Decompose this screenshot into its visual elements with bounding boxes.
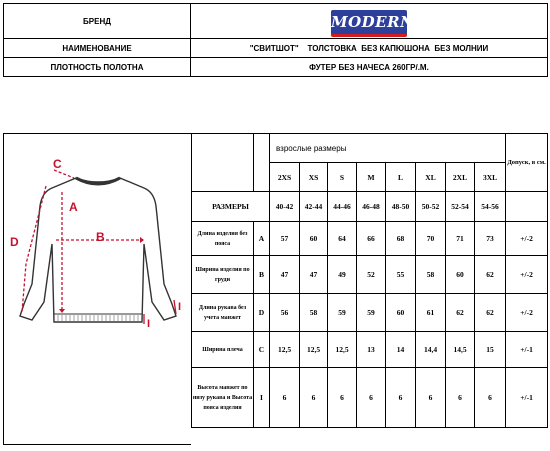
measure-value: 6: [270, 368, 300, 428]
measure-value: 71: [446, 222, 475, 256]
measure-value: 6: [416, 368, 446, 428]
measure-label: Длина изделия без пояса: [192, 222, 254, 256]
measure-value: 59: [328, 294, 357, 332]
measure-value: 58: [416, 256, 446, 294]
table-row: [192, 222, 548, 256]
measure-value: 6: [386, 368, 416, 428]
measure-code: B: [254, 256, 270, 294]
measure-value: 6: [475, 368, 506, 428]
label-i-cuff: I: [178, 301, 182, 313]
measure-value: 57: [270, 222, 300, 256]
measure-value: 60: [300, 222, 328, 256]
waistband-ribs: [58, 315, 138, 322]
table-row: [192, 332, 548, 368]
header-table: [3, 3, 548, 77]
measure-code: C: [254, 332, 270, 368]
measure-value: 13: [357, 332, 386, 368]
size-range: 46-48: [357, 192, 386, 222]
measure-value: 6: [357, 368, 386, 428]
measure-value: 61: [416, 294, 446, 332]
measure-value: 70: [416, 222, 446, 256]
size-range-row: [192, 192, 548, 222]
size-letter: M: [357, 163, 386, 192]
measure-value: 62: [475, 256, 506, 294]
table-row: [192, 256, 548, 294]
tolerance-value: +/-2: [506, 256, 548, 294]
size-letter: XS: [300, 163, 328, 192]
logo-text: MODERN: [331, 12, 415, 31]
measure-value: 56: [270, 294, 300, 332]
tolerance-value: +/-1: [506, 332, 548, 368]
sweatshirt-diagram: [3, 133, 191, 445]
measure-value: 14,5: [446, 332, 475, 368]
table-row: [192, 368, 548, 428]
blank-code: [254, 134, 270, 192]
size-letter: S: [328, 163, 357, 192]
sweatshirt-outline: [20, 178, 176, 322]
tolerance-value: +/-1: [506, 368, 548, 428]
measurements-area: [3, 133, 547, 446]
measure-value: 15: [475, 332, 506, 368]
name-label: НАИМЕНОВАНИЕ: [4, 39, 191, 58]
blank-corner: [192, 134, 254, 192]
size-letter: 2XS: [270, 163, 300, 192]
size-letter: XL: [416, 163, 446, 192]
label-i-waist: I: [147, 318, 151, 330]
measure-label: Длина рукава без учета манжет: [192, 294, 254, 332]
size-range: 48-50: [386, 192, 416, 222]
measure-value: 14: [386, 332, 416, 368]
measure-label: Высота манжет по низу рукава и Высота пояса изделия: [192, 368, 254, 428]
measure-value: 12,5: [300, 332, 328, 368]
measure-code: A: [254, 222, 270, 256]
label-a: A: [69, 200, 78, 214]
density-label: ПЛОТНОСТЬ ПОЛОТНА: [4, 58, 191, 77]
density-value: ФУТЕР БЕЗ НАЧЕСА 260ГР/.М.: [191, 58, 548, 77]
size-letter: 2XL: [446, 163, 475, 192]
measure-value: 62: [475, 294, 506, 332]
size-range: 54-56: [475, 192, 506, 222]
measure-value: 49: [328, 256, 357, 294]
measure-code: D: [254, 294, 270, 332]
size-range: 42-44: [300, 192, 328, 222]
modern-logo: [331, 10, 415, 37]
label-d: D: [10, 235, 19, 249]
measure-value: 52: [357, 256, 386, 294]
sweatshirt-diagram-svg: [4, 134, 192, 446]
tolerance-value: +/-2: [506, 294, 548, 332]
measure-label: Ширина изделия по груди: [192, 256, 254, 294]
measure-value: 47: [300, 256, 328, 294]
measure-value: 6: [300, 368, 328, 428]
brand-logo-cell: [191, 4, 548, 39]
size-letter: 3XL: [475, 163, 506, 192]
measure-value: 66: [357, 222, 386, 256]
measure-label: Ширина плеча: [192, 332, 254, 368]
shoulder-c-line: [54, 170, 74, 178]
measure-value: 14,4: [416, 332, 446, 368]
measure-value: 73: [475, 222, 506, 256]
brand-label: БРЕНД: [4, 4, 191, 39]
size-row-label: РАЗМЕРЫ: [192, 192, 270, 222]
size-range: 50-52: [416, 192, 446, 222]
measure-value: 6: [446, 368, 475, 428]
name-value: "СВИТШОТ" ТОЛСТОВКА БЕЗ КАПЮШОНА БЕЗ МОЛНИИ: [191, 39, 548, 58]
label-b: B: [96, 230, 105, 244]
measure-value: 68: [386, 222, 416, 256]
measure-value: 12,5: [328, 332, 357, 368]
size-group-title: взрослые размеры: [270, 134, 506, 163]
table-row: [192, 294, 548, 332]
measure-value: 59: [357, 294, 386, 332]
measure-code: I: [254, 368, 270, 428]
measure-value: 47: [270, 256, 300, 294]
size-table: [191, 133, 548, 428]
tolerance-value: +/-2: [506, 222, 548, 256]
size-range: 40-42: [270, 192, 300, 222]
size-letter: L: [386, 163, 416, 192]
measure-value: 58: [300, 294, 328, 332]
size-range: 44-46: [328, 192, 357, 222]
label-c: C: [53, 157, 62, 171]
measure-value: 55: [386, 256, 416, 294]
tolerance-cell: [506, 192, 548, 222]
size-range: 52-54: [446, 192, 475, 222]
measure-value: 60: [386, 294, 416, 332]
measure-value: 64: [328, 222, 357, 256]
tolerance-header: Допуск, в см.: [506, 134, 548, 192]
measure-value: 6: [328, 368, 357, 428]
measure-value: 60: [446, 256, 475, 294]
measure-value: 12,5: [270, 332, 300, 368]
measure-value: 62: [446, 294, 475, 332]
